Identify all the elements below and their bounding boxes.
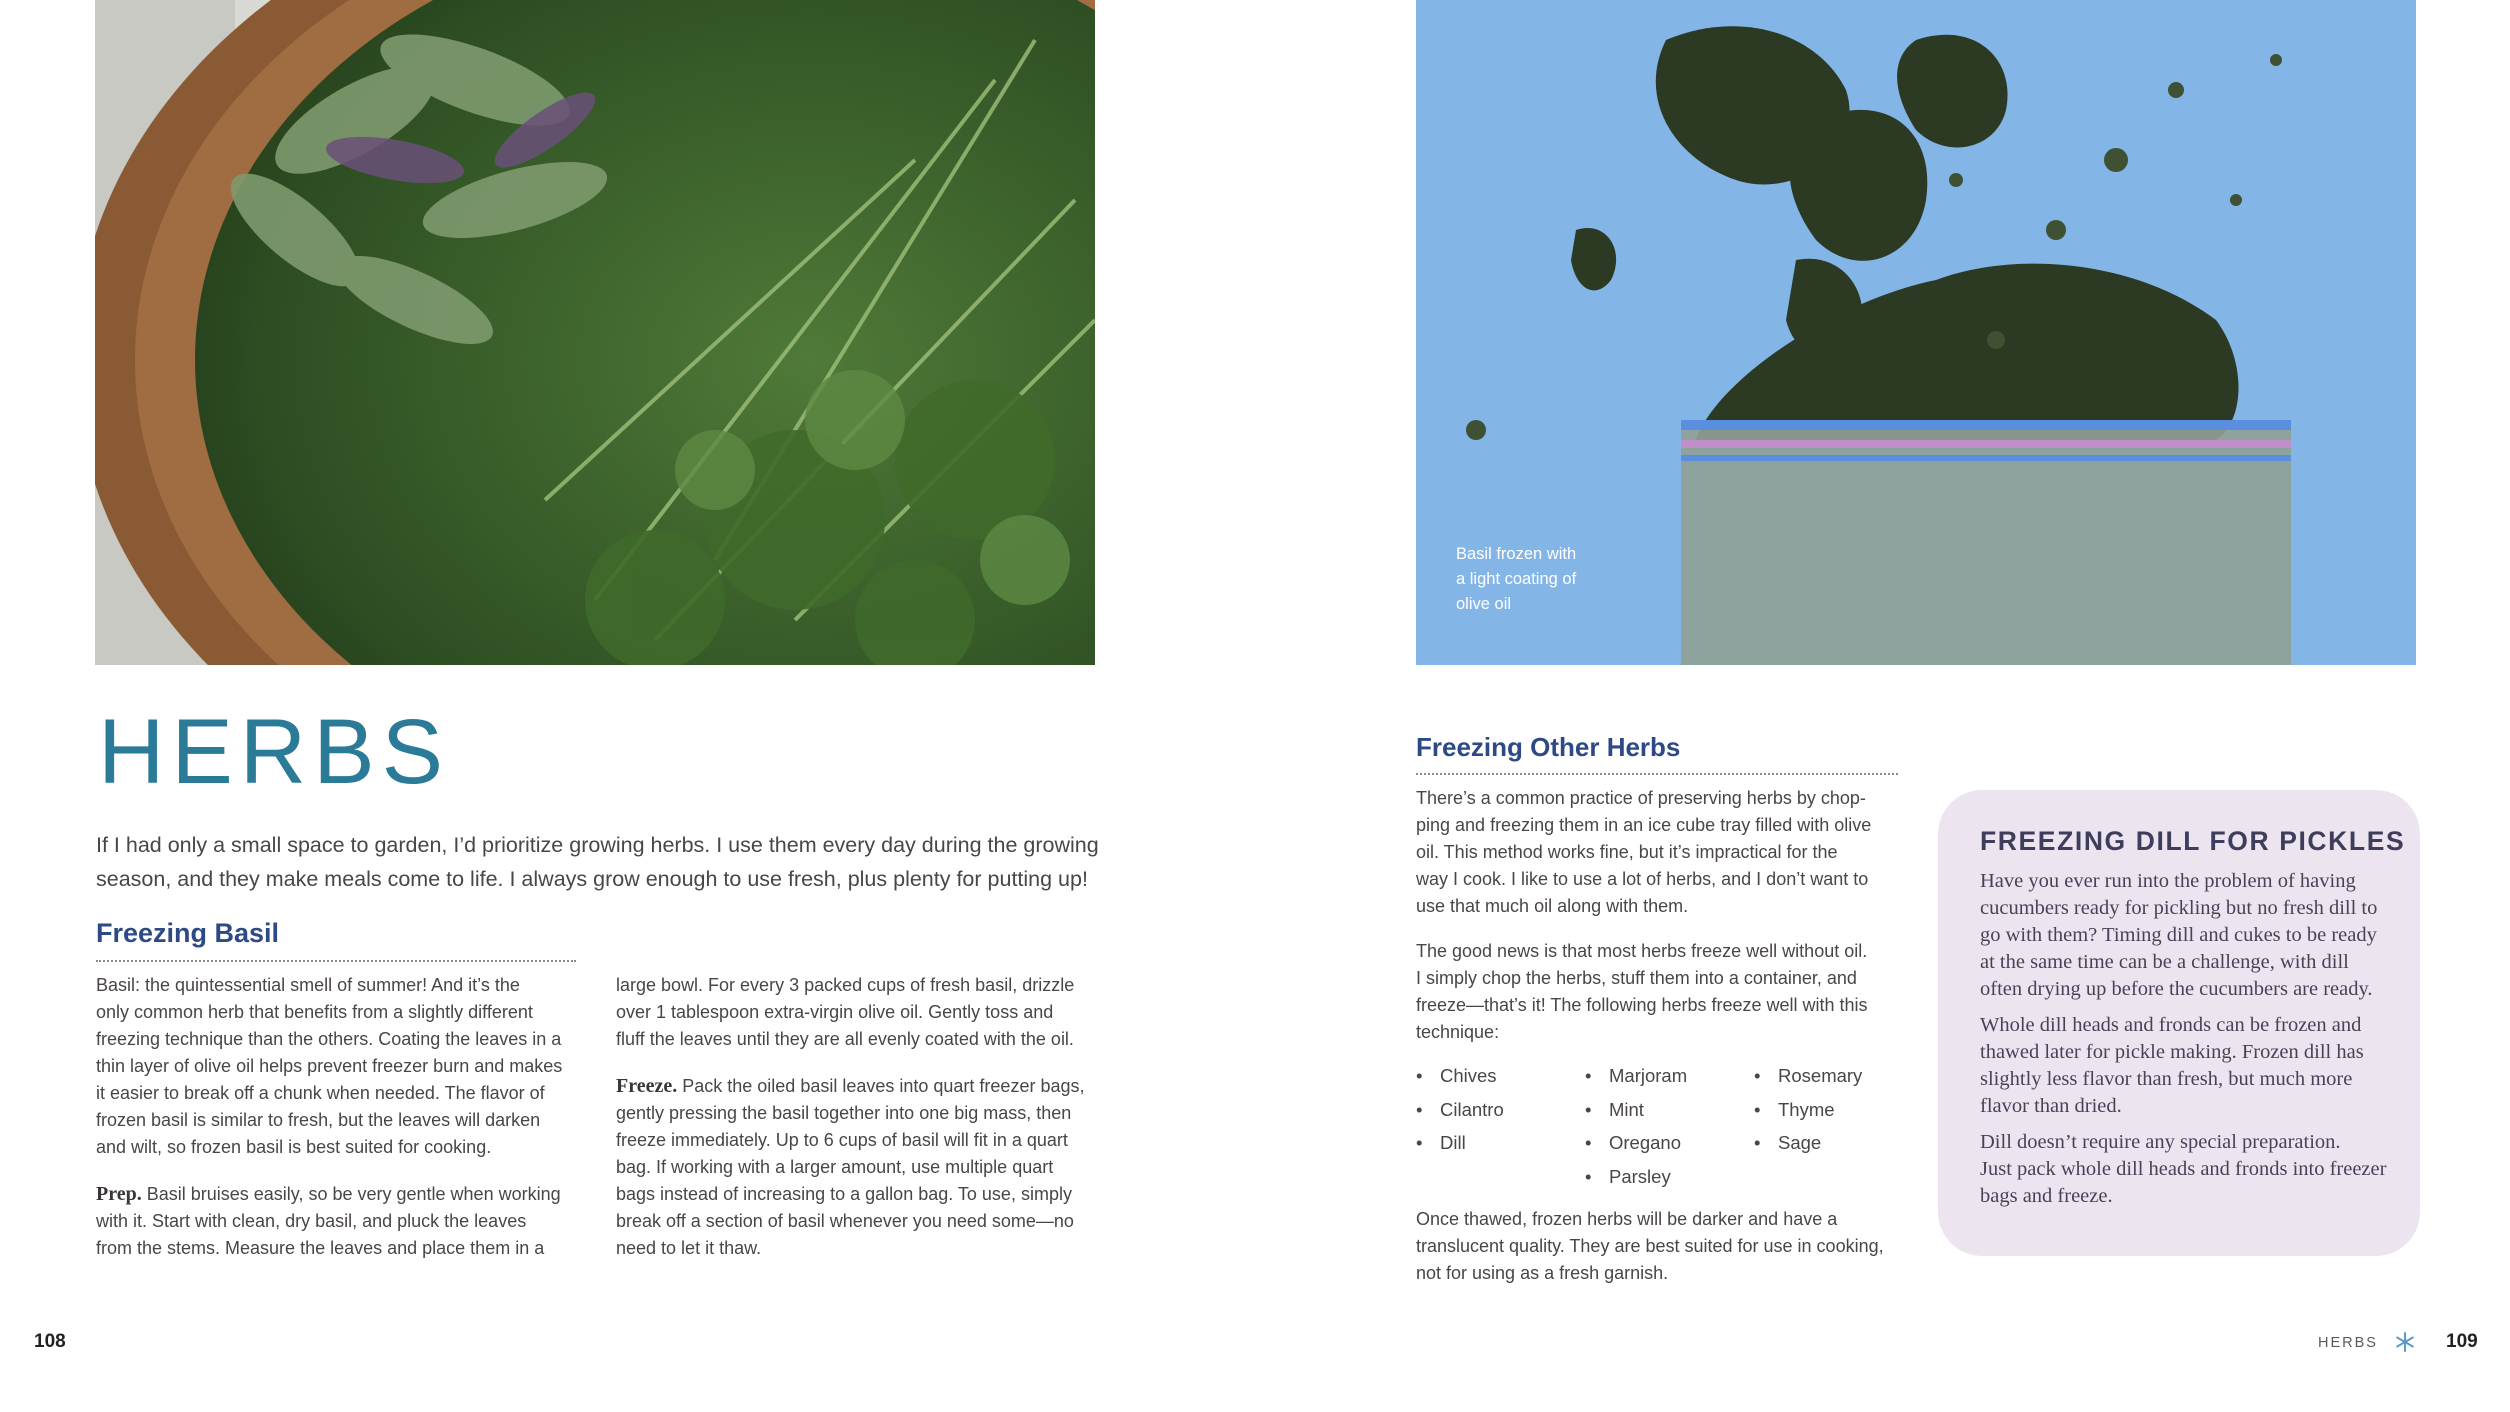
intro-paragraph bbox=[96, 828, 1106, 896]
caption-line: a light coating of bbox=[1456, 570, 1577, 588]
photo-caption bbox=[1456, 542, 1626, 617]
body-line: break off a section of basil whenever you need some—no bbox=[616, 1211, 1074, 1231]
herb-list-column-2 bbox=[1585, 1059, 1687, 1193]
sidebar-line: cucumbers ready for pickling but no fresh dill to bbox=[1980, 897, 2378, 919]
sidebar-line: Just pack whole dill heads and fronds into freezer bbox=[1980, 1158, 2387, 1180]
sidebar-line: often drying up before the cucumbers are ready. bbox=[1980, 978, 2373, 1000]
sidebar-line: Have you ever run into the problem of having bbox=[1980, 870, 2356, 892]
body-line: and wilt, so frozen basil is best suited for cooking. bbox=[96, 1137, 492, 1157]
bullet: • bbox=[1585, 1165, 1592, 1187]
sidebar-line: Dill doesn’t require any special preparation. bbox=[1980, 1131, 2341, 1153]
body-line: from the stems. Measure the leaves and place them in a bbox=[96, 1238, 545, 1258]
herb-name: Mint bbox=[1609, 1098, 1644, 1120]
sidebar-line: flavor than dried. bbox=[1980, 1095, 2122, 1117]
herb-name: Dill bbox=[1440, 1132, 1466, 1153]
body-line: gently pressing the basil together into one big mass, then bbox=[616, 1103, 1072, 1123]
intro-line: If I had only a small space to garden, I’d prioritize growing herbs. I use them every day during the growing bbox=[96, 833, 1099, 857]
body-line: not for using as a fresh garnish. bbox=[1416, 1263, 1669, 1283]
body-text: Basil bruises easily, so be very gentle when working bbox=[141, 1184, 561, 1204]
body-line: ping and freezing them in an ice cube tray filled with olive bbox=[1416, 815, 1872, 835]
list-item bbox=[1416, 1093, 1504, 1127]
other-herbs-paragraph-2 bbox=[1416, 938, 1868, 1046]
other-herbs-paragraph-3 bbox=[1416, 1206, 1884, 1287]
sidebar-line: thawed later for pickle making. Frozen dill has bbox=[1980, 1041, 2364, 1063]
freeze-label: Freeze. bbox=[616, 1075, 678, 1097]
sidebar-title: FREEZING DILL FOR PICKLES bbox=[1980, 826, 2406, 856]
body-line: frozen basil is similar to fresh, but the leaves will darken bbox=[96, 1110, 541, 1130]
body-line: with it. Start with clean, dry basil, and pluck the leaves bbox=[96, 1211, 527, 1231]
body-line: use that much oil along with them. bbox=[1416, 896, 1689, 916]
bullet: • bbox=[1754, 1132, 1761, 1153]
body-line: fluff the leaves until they are all evenly coated with the oil. bbox=[616, 1029, 1074, 1049]
right-page-number: 109 bbox=[2446, 1331, 2478, 1352]
freeze-line bbox=[616, 1073, 1084, 1100]
body-line: freeze—that’s it! The following herbs freeze well with this bbox=[1416, 995, 1868, 1015]
body-line: need to let it thaw. bbox=[616, 1238, 762, 1258]
herb-name: Marjoram bbox=[1609, 1065, 1688, 1086]
bullet: • bbox=[1585, 1098, 1592, 1120]
list-item bbox=[1754, 1059, 1862, 1093]
list-item bbox=[1585, 1160, 1687, 1194]
body-line: Basil: the quintessential smell of summer! And it’s the bbox=[96, 975, 520, 995]
basil-column-2 bbox=[616, 972, 1084, 1262]
list-item bbox=[1585, 1126, 1687, 1160]
sidebar-line: go with them? Timing dill and cukes to be ready bbox=[1980, 924, 2377, 946]
bullet: • bbox=[1754, 1098, 1761, 1120]
body-line: translucent quality. They are best suited for use in cooking, bbox=[1416, 1236, 1884, 1256]
body-line: thin layer of olive oil helps prevent freezer burn and makes bbox=[96, 1056, 563, 1076]
running-head: HERBS bbox=[2318, 1335, 2378, 1351]
sidebar-line: at the same time can be a challenge, with dill bbox=[1980, 951, 2349, 973]
sidebar-line: bags and freeze. bbox=[1980, 1185, 2113, 1207]
body-line: large bowl. For every 3 packed cups of fresh basil, drizzle bbox=[616, 975, 1075, 995]
body-line: oil. This method works fine, but it’s impractical for the bbox=[1416, 842, 1838, 862]
prep-label: Prep. bbox=[96, 1183, 142, 1205]
bullet: • bbox=[1416, 1098, 1423, 1120]
herb-name: Rosemary bbox=[1778, 1065, 1863, 1086]
sidebar-paragraph-3 bbox=[1980, 1129, 2400, 1210]
body-line: only common herb that benefits from a slightly different bbox=[96, 1002, 533, 1022]
freezing-basil-heading: Freezing Basil bbox=[96, 918, 280, 948]
caption-line: Basil frozen with bbox=[1456, 545, 1577, 563]
list-item bbox=[1754, 1093, 1862, 1127]
body-line: The good news is that most herbs freeze well without oil. bbox=[1416, 941, 1868, 961]
herb-list-column-1 bbox=[1416, 1059, 1504, 1160]
list-item bbox=[1585, 1093, 1687, 1127]
body-line: I simply chop the herbs, stuff them into a container, and bbox=[1416, 968, 1857, 988]
basil-column-1 bbox=[96, 972, 562, 1262]
body-line: way I cook. I like to use a lot of herbs, and I don’t want to bbox=[1416, 869, 1869, 889]
body-line: technique: bbox=[1416, 1022, 1500, 1042]
sidebar-paragraph-1 bbox=[1980, 868, 2400, 1003]
sidebar-paragraph-2 bbox=[1980, 1012, 2400, 1120]
left-page-number: 108 bbox=[34, 1331, 66, 1352]
freezing-other-herbs-heading: Freezing Other Herbs bbox=[1416, 732, 1681, 762]
list-item bbox=[1754, 1126, 1862, 1160]
sidebar-line: slightly less flavor than fresh, but much more bbox=[1980, 1068, 2353, 1090]
herb-name: Chives bbox=[1440, 1065, 1497, 1086]
herb-name: Thyme bbox=[1778, 1098, 1835, 1120]
intro-line: season, and they make meals come to life. I always grow enough to use fresh, plus plenty for putting up! bbox=[96, 867, 1088, 891]
herb-name: Sage bbox=[1778, 1132, 1822, 1153]
body-line: There’s a common practice of preserving herbs by chop- bbox=[1416, 788, 1866, 808]
herb-name: Oregano bbox=[1609, 1132, 1681, 1153]
bullet: • bbox=[1585, 1132, 1592, 1153]
body-line: freezing technique than the others. Coating the leaves in a bbox=[96, 1029, 562, 1049]
sidebar-line: Whole dill heads and fronds can be frozen and bbox=[1980, 1014, 2362, 1036]
body-line: Once thawed, frozen herbs will be darker and have a bbox=[1416, 1209, 1838, 1229]
bullet: • bbox=[1754, 1065, 1761, 1086]
list-item bbox=[1585, 1059, 1687, 1093]
herb-name: Cilantro bbox=[1440, 1098, 1504, 1120]
other-herbs-paragraph-1 bbox=[1416, 785, 1871, 920]
caption-line: olive oil bbox=[1456, 595, 1512, 613]
herb-name: Parsley bbox=[1609, 1165, 1671, 1187]
body-line: it easier to break off a chunk when needed. The flavor of bbox=[96, 1083, 545, 1103]
heading-divider bbox=[1416, 773, 1898, 775]
bullet: • bbox=[1416, 1065, 1423, 1086]
chapter-title: HERBS bbox=[98, 701, 450, 803]
list-item bbox=[1416, 1059, 1504, 1093]
body-text: Pack the oiled basil leaves into quart freezer bags, bbox=[677, 1076, 1085, 1096]
heading-divider bbox=[96, 960, 576, 962]
bullet: • bbox=[1585, 1065, 1592, 1086]
list-item bbox=[1416, 1126, 1504, 1160]
herb-list-column-3 bbox=[1754, 1059, 1862, 1160]
bullet: • bbox=[1416, 1132, 1423, 1153]
prep-line bbox=[96, 1181, 562, 1208]
body-line: over 1 tablespoon extra-virgin olive oil. Gently toss and bbox=[616, 1002, 1054, 1022]
snowflake-icon bbox=[2394, 1331, 2416, 1353]
body-line: bag. If working with a larger amount, use multiple quart bbox=[616, 1157, 1054, 1177]
herb-basket-photo bbox=[95, 0, 1095, 665]
body-line: bags instead of increasing to a gallon bag. To use, simply bbox=[616, 1184, 1072, 1204]
herb-basket-illustration bbox=[95, 0, 1095, 665]
body-line: freeze immediately. Up to 6 cups of basil will fit in a quart bbox=[616, 1130, 1068, 1150]
